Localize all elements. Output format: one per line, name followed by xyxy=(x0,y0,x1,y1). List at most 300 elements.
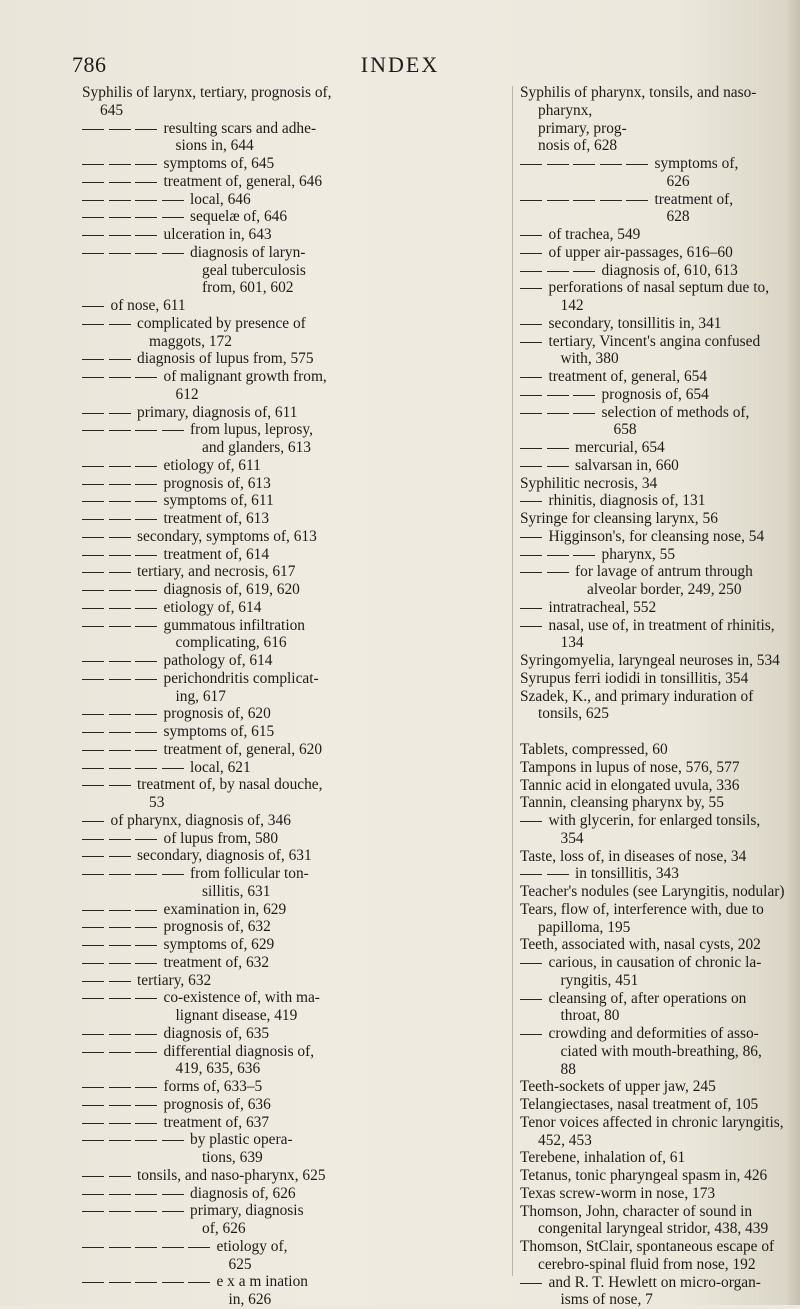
index-entry xyxy=(82,847,508,865)
entry-line: perichondritis complicat- xyxy=(176,670,509,688)
ditto-dash xyxy=(520,821,542,822)
ditto-dash xyxy=(109,626,131,627)
ditto-dash xyxy=(109,253,131,254)
ditto-dash xyxy=(82,413,104,414)
index-entry xyxy=(82,1043,508,1079)
ditto-dash xyxy=(109,1034,131,1035)
index-entry xyxy=(520,599,782,617)
ditto-dash xyxy=(135,1034,157,1035)
ditto-dash xyxy=(188,1247,210,1248)
ditto-dash xyxy=(82,1140,104,1141)
ditto-dash xyxy=(109,839,131,840)
entry-line: etiology of, 614 xyxy=(176,599,509,617)
ditto-dash xyxy=(109,927,131,928)
index-entry xyxy=(520,404,782,440)
entry-line: symptoms of, 615 xyxy=(176,723,509,741)
index-entry xyxy=(82,208,508,226)
ditto-dash xyxy=(82,519,104,520)
ditto-dash xyxy=(135,1140,157,1141)
ditto-dash xyxy=(82,359,104,360)
entry-line: treatment of, xyxy=(667,191,783,209)
entry-line: ciated with mouth-breathing, 86, xyxy=(561,1043,783,1061)
entry-line: of pharynx, diagnosis of, 346 xyxy=(123,812,509,830)
ditto-dash xyxy=(82,1176,104,1177)
ditto-dash xyxy=(135,998,157,999)
ditto-dash xyxy=(162,1140,184,1141)
ditto-dash xyxy=(162,768,184,769)
entry-line: papilloma, 195 xyxy=(538,919,782,937)
index-entry xyxy=(82,563,508,581)
ditto-dash xyxy=(135,945,157,946)
ditto-dash xyxy=(109,608,131,609)
entry-line: diagnosis of laryn- xyxy=(202,244,508,262)
ditto-dash xyxy=(109,164,131,165)
entry-line: of malignant growth from, xyxy=(176,368,509,386)
entry-line: complicated by presence of xyxy=(149,315,508,333)
ditto-dash xyxy=(82,1123,104,1124)
index-entry xyxy=(520,191,782,227)
index-entry xyxy=(520,954,782,990)
entry-line: nasal, use of, in treatment of rhinitis, xyxy=(561,617,783,635)
entry-line: secondary, symptoms of, 613 xyxy=(149,528,508,546)
index-entry xyxy=(82,581,508,599)
ditto-dash xyxy=(135,1282,157,1283)
entry-line: diagnosis of, 635 xyxy=(176,1025,509,1043)
ditto-dash xyxy=(109,910,131,911)
ditto-dash xyxy=(82,661,104,662)
ditto-dash xyxy=(135,217,157,218)
index-entry xyxy=(82,830,508,848)
index-entry xyxy=(520,1078,782,1096)
entry-line: 354 xyxy=(561,830,783,848)
section-gap xyxy=(520,723,782,741)
entry-line: Szadek, K., and primary induration of xyxy=(538,688,782,706)
ditto-dash xyxy=(547,555,569,556)
ditto-dash xyxy=(82,1282,104,1283)
entry-line: with, 380 xyxy=(561,350,783,368)
index-entry xyxy=(520,84,782,155)
ditto-dash xyxy=(188,1282,210,1283)
entry-line: of nose, 611 xyxy=(123,297,509,315)
entry-line: of trachea, 549 xyxy=(561,226,783,244)
entry-line: rhinitis, diagnosis of, 131 xyxy=(561,492,783,510)
page-number: 786 xyxy=(72,52,107,78)
ditto-dash xyxy=(82,1194,104,1195)
ditto-dash xyxy=(109,359,131,360)
ditto-dash xyxy=(135,679,157,680)
ditto-dash xyxy=(547,572,569,573)
entry-line: diagnosis of, 619, 620 xyxy=(176,581,509,599)
entry-line: congenital laryngeal stridor, 438, 439 xyxy=(538,1220,782,1238)
index-entry xyxy=(520,279,782,315)
ditto-dash xyxy=(109,856,131,857)
ditto-dash xyxy=(520,963,542,964)
ditto-dash xyxy=(135,1105,157,1106)
ditto-dash xyxy=(82,572,104,573)
ditto-dash xyxy=(109,1052,131,1053)
ditto-dash xyxy=(135,874,157,875)
ditto-dash xyxy=(109,324,131,325)
index-entry xyxy=(520,368,782,386)
entry-line: symptoms of, 645 xyxy=(176,155,509,173)
ditto-dash xyxy=(135,1052,157,1053)
ditto-dash xyxy=(109,519,131,520)
ditto-dash xyxy=(82,129,104,130)
entry-line: sequelæ of, 646 xyxy=(202,208,508,226)
index-entry xyxy=(520,1096,782,1114)
index-entry xyxy=(520,1167,782,1185)
entry-line: crowding and deformities of asso- xyxy=(561,1025,783,1043)
ditto-dash xyxy=(82,253,104,254)
entry-line: from follicular ton- xyxy=(202,865,508,883)
entry-line: Thomson, John, character of sound in xyxy=(538,1203,782,1221)
ditto-dash xyxy=(520,466,542,467)
ditto-dash xyxy=(82,537,104,538)
entry-line: Taste, loss of, in diseases of nose, 34 xyxy=(538,848,782,866)
entry-line: Syringomyelia, laryngeal neuroses in, 534 xyxy=(538,652,782,670)
ditto-dash xyxy=(547,200,569,201)
ditto-dash xyxy=(547,874,569,875)
index-entry xyxy=(520,1025,782,1078)
ditto-dash xyxy=(82,377,104,378)
ditto-dash xyxy=(135,235,157,236)
index-entry xyxy=(82,1114,508,1132)
ditto-dash xyxy=(82,626,104,627)
ditto-dash xyxy=(109,413,131,414)
entry-line: isms of nose, 7 xyxy=(561,1291,783,1309)
entry-line: diagnosis of, 610, 613 xyxy=(614,262,783,280)
ditto-dash xyxy=(520,377,542,378)
ditto-dash xyxy=(109,981,131,982)
left-column xyxy=(82,84,508,1309)
entry-line: maggots, 172 xyxy=(149,333,508,351)
ditto-dash xyxy=(82,785,104,786)
index-entry xyxy=(82,457,508,475)
index-entry xyxy=(82,759,508,777)
entry-line: cerebro-spinal fluid from nose, 192 xyxy=(538,1256,782,1274)
index-entry xyxy=(82,901,508,919)
index-entry xyxy=(82,972,508,990)
ditto-dash xyxy=(520,1283,542,1284)
index-entry xyxy=(520,510,782,528)
ditto-dash xyxy=(547,395,569,396)
ditto-dash xyxy=(520,555,542,556)
entry-line: differential diagnosis of, xyxy=(176,1043,509,1061)
index-entry xyxy=(82,812,508,830)
ditto-dash xyxy=(82,1247,104,1248)
index-entry xyxy=(82,350,508,368)
ditto-dash xyxy=(520,572,542,573)
ditto-dash xyxy=(82,679,104,680)
entry-line: from, 601, 602 xyxy=(202,279,508,297)
entry-line: diagnosis of lupus from, 575 xyxy=(149,350,508,368)
index-entry xyxy=(520,457,782,475)
ditto-dash xyxy=(109,200,131,201)
index-entry xyxy=(520,333,782,369)
entry-line: 612 xyxy=(176,386,509,404)
ditto-dash xyxy=(82,501,104,502)
entry-line: prognosis of, 654 xyxy=(614,386,783,404)
entry-line: primary, diagnosis of, 611 xyxy=(149,404,508,422)
ditto-dash xyxy=(520,235,542,236)
right-column xyxy=(520,84,782,1309)
ditto-dash xyxy=(162,1211,184,1212)
ditto-dash xyxy=(109,1140,131,1141)
index-entry xyxy=(82,670,508,706)
entry-line: co-existence of, with ma- xyxy=(176,989,509,1007)
ditto-dash xyxy=(109,501,131,502)
entry-line: Thomson, StClair, spontaneous escape of xyxy=(538,1238,782,1256)
ditto-dash xyxy=(162,1282,184,1283)
index-entry xyxy=(82,173,508,191)
entry-line: tertiary, and necrosis, 617 xyxy=(149,563,508,581)
ditto-dash xyxy=(520,448,542,449)
ditto-dash xyxy=(109,1247,131,1248)
entry-line: of upper air-passages, 616–60 xyxy=(561,244,783,262)
entry-line: treatment of, by nasal douche, xyxy=(149,776,508,794)
index-entry xyxy=(82,989,508,1025)
entry-line: complicating, 616 xyxy=(176,634,509,652)
ditto-dash xyxy=(520,999,542,1000)
index-entry xyxy=(520,492,782,510)
index-entry xyxy=(82,599,508,617)
entry-line: local, 646 xyxy=(202,191,508,209)
index-entry xyxy=(82,936,508,954)
ditto-dash xyxy=(82,998,104,999)
ditto-dash xyxy=(135,963,157,964)
ditto-dash xyxy=(520,288,542,289)
entry-line: pathology of, 614 xyxy=(176,652,509,670)
entry-line: Syringe for cleansing larynx, 56 xyxy=(538,510,782,528)
entry-line: tonsils, and naso-pharynx, 625 xyxy=(149,1167,508,1185)
index-entry xyxy=(520,688,782,724)
entry-line: 645 xyxy=(100,102,508,120)
entry-line: mercurial, 654 xyxy=(587,439,782,457)
entry-line: ulceration in, 643 xyxy=(176,226,509,244)
index-entry xyxy=(82,918,508,936)
ditto-dash xyxy=(109,1194,131,1195)
ditto-dash xyxy=(82,200,104,201)
index-entry xyxy=(82,315,508,351)
ditto-dash xyxy=(82,963,104,964)
ditto-dash xyxy=(135,430,157,431)
index-entry xyxy=(520,990,782,1026)
entry-line: prognosis of, 613 xyxy=(176,475,509,493)
ditto-dash xyxy=(82,306,104,307)
ditto-dash xyxy=(82,217,104,218)
index-entry xyxy=(82,1167,508,1185)
ditto-dash xyxy=(520,253,542,254)
index-entry xyxy=(520,1203,782,1239)
entry-line: Texas screw-worm in nose, 173 xyxy=(538,1185,782,1203)
index-entry xyxy=(82,191,508,209)
ditto-dash xyxy=(520,395,542,396)
ditto-dash xyxy=(162,200,184,201)
ditto-dash xyxy=(135,661,157,662)
ditto-dash xyxy=(135,1087,157,1088)
entry-line: 88 xyxy=(561,1061,783,1079)
index-entry xyxy=(82,84,508,120)
index-entry xyxy=(520,386,782,404)
index-entry xyxy=(520,812,782,848)
ditto-dash xyxy=(135,129,157,130)
index-entry xyxy=(82,475,508,493)
index-entry xyxy=(520,883,782,901)
entry-line: Tampons in lupus of nose, 576, 577 xyxy=(538,759,782,777)
ditto-dash xyxy=(109,874,131,875)
index-entry xyxy=(82,421,508,457)
entry-line: e x a m ination xyxy=(229,1273,509,1291)
index-entry xyxy=(520,262,782,280)
ditto-dash xyxy=(520,626,542,627)
ditto-dash xyxy=(82,1052,104,1053)
index-entry xyxy=(82,155,508,173)
index-entry xyxy=(520,777,782,795)
ditto-dash xyxy=(109,679,131,680)
ditto-dash xyxy=(109,555,131,556)
entry-line: of lupus from, 580 xyxy=(176,830,509,848)
entry-line: in, 626 xyxy=(229,1291,509,1309)
entry-line: Terebene, inhalation of, 61 xyxy=(538,1149,782,1167)
entry-line: Syphilis of larynx, tertiary, prognosis of, xyxy=(100,84,508,102)
ditto-dash xyxy=(109,572,131,573)
entry-line: Tannin, cleansing pharynx by, 55 xyxy=(538,794,782,812)
ditto-dash xyxy=(135,626,157,627)
ditto-dash xyxy=(109,1282,131,1283)
index-entry xyxy=(82,1273,508,1309)
ditto-dash xyxy=(573,271,595,272)
index-entry xyxy=(520,315,782,333)
index-entry xyxy=(520,865,782,883)
entry-line: examination in, 629 xyxy=(176,901,509,919)
ditto-dash xyxy=(162,217,184,218)
entry-line: geal tuberculosis xyxy=(202,262,508,280)
ditto-dash xyxy=(109,466,131,467)
index-entry xyxy=(82,723,508,741)
index-entry xyxy=(520,652,782,670)
index-entry xyxy=(82,1025,508,1043)
ditto-dash xyxy=(82,1211,104,1212)
ditto-dash xyxy=(82,164,104,165)
entry-line: Tablets, compressed, 60 xyxy=(538,741,782,759)
ditto-dash xyxy=(162,253,184,254)
entry-line: Tenor voices affected in chronic laryngitis, xyxy=(538,1114,782,1132)
column-divider xyxy=(512,86,513,1276)
ditto-dash xyxy=(109,484,131,485)
entry-line: diagnosis of, 626 xyxy=(202,1185,508,1203)
entry-line: etiology of, xyxy=(229,1238,509,1256)
entry-line: 452, 453 xyxy=(538,1132,782,1150)
index-entry xyxy=(520,155,782,191)
index-entry xyxy=(520,936,782,954)
ditto-dash xyxy=(82,1087,104,1088)
ditto-dash xyxy=(82,821,104,822)
ditto-dash xyxy=(547,448,569,449)
ditto-dash xyxy=(135,732,157,733)
entry-line: perforations of nasal septum due to, xyxy=(561,279,783,297)
entry-line: forms of, 633–5 xyxy=(176,1078,509,1096)
entry-line: and R. T. Hewlett on micro-organ- xyxy=(561,1274,783,1292)
entry-line: 626 xyxy=(667,173,783,191)
entry-line: 658 xyxy=(614,421,783,439)
entry-line: Tetanus, tonic pharyngeal spasm in, 426 xyxy=(538,1167,782,1185)
entry-line: Tears, flow of, interference with, due to xyxy=(538,901,782,919)
ditto-dash xyxy=(135,768,157,769)
index-entry xyxy=(520,670,782,688)
index-entry xyxy=(82,1096,508,1114)
ditto-dash xyxy=(135,484,157,485)
entry-line: in tonsillitis, 343 xyxy=(587,865,782,883)
index-entry xyxy=(520,1185,782,1203)
ditto-dash xyxy=(82,839,104,840)
ditto-dash xyxy=(135,164,157,165)
ditto-dash xyxy=(82,750,104,751)
index-entry xyxy=(520,1114,782,1150)
index-entry xyxy=(82,297,508,315)
ditto-dash xyxy=(82,768,104,769)
ditto-dash xyxy=(82,235,104,236)
ditto-dash xyxy=(162,874,184,875)
ditto-dash xyxy=(135,555,157,556)
entry-line: symptoms of, xyxy=(667,155,783,173)
ditto-dash xyxy=(520,1034,542,1035)
ditto-dash xyxy=(109,235,131,236)
index-entry xyxy=(520,226,782,244)
entry-line: alveolar border, 249, 250 xyxy=(587,581,782,599)
index-entry xyxy=(520,901,782,937)
entry-line: treatment of, 613 xyxy=(176,510,509,528)
ditto-dash xyxy=(162,1194,184,1195)
ditto-dash xyxy=(520,164,542,165)
ditto-dash xyxy=(135,253,157,254)
entry-line: gummatous infiltration xyxy=(176,617,509,635)
ditto-dash xyxy=(82,927,104,928)
entry-line: from lupus, leprosy, xyxy=(202,421,508,439)
ditto-dash xyxy=(520,608,542,609)
entry-line: tions, 639 xyxy=(202,1149,508,1167)
ditto-dash xyxy=(109,377,131,378)
index-entry xyxy=(82,120,508,156)
ditto-dash xyxy=(82,430,104,431)
ditto-dash xyxy=(573,413,595,414)
entry-line: treatment of, 637 xyxy=(176,1114,509,1132)
entry-line: prognosis of, 636 xyxy=(176,1096,509,1114)
ditto-dash xyxy=(109,1105,131,1106)
entry-line: throat, 80 xyxy=(561,1007,783,1025)
entry-line: lignant disease, 419 xyxy=(176,1007,509,1025)
index-entry xyxy=(520,475,782,493)
ditto-dash xyxy=(573,395,595,396)
ditto-dash xyxy=(135,519,157,520)
index-entry xyxy=(520,244,782,262)
entry-line: Syrupus ferri iodidi in tonsillitis, 354 xyxy=(538,670,782,688)
entry-line: etiology of, 611 xyxy=(176,457,509,475)
ditto-dash xyxy=(109,750,131,751)
ditto-dash xyxy=(135,1123,157,1124)
entry-line: resulting scars and adhe- xyxy=(176,120,509,138)
index-entry xyxy=(520,563,782,599)
ditto-dash xyxy=(520,501,542,502)
index-entry xyxy=(82,776,508,812)
ditto-dash xyxy=(109,1123,131,1124)
entry-line: tertiary, 632 xyxy=(149,972,508,990)
ditto-dash xyxy=(162,430,184,431)
ditto-dash xyxy=(135,910,157,911)
ditto-dash xyxy=(547,413,569,414)
ditto-dash xyxy=(82,910,104,911)
ditto-dash xyxy=(109,998,131,999)
index-entry xyxy=(520,546,782,564)
